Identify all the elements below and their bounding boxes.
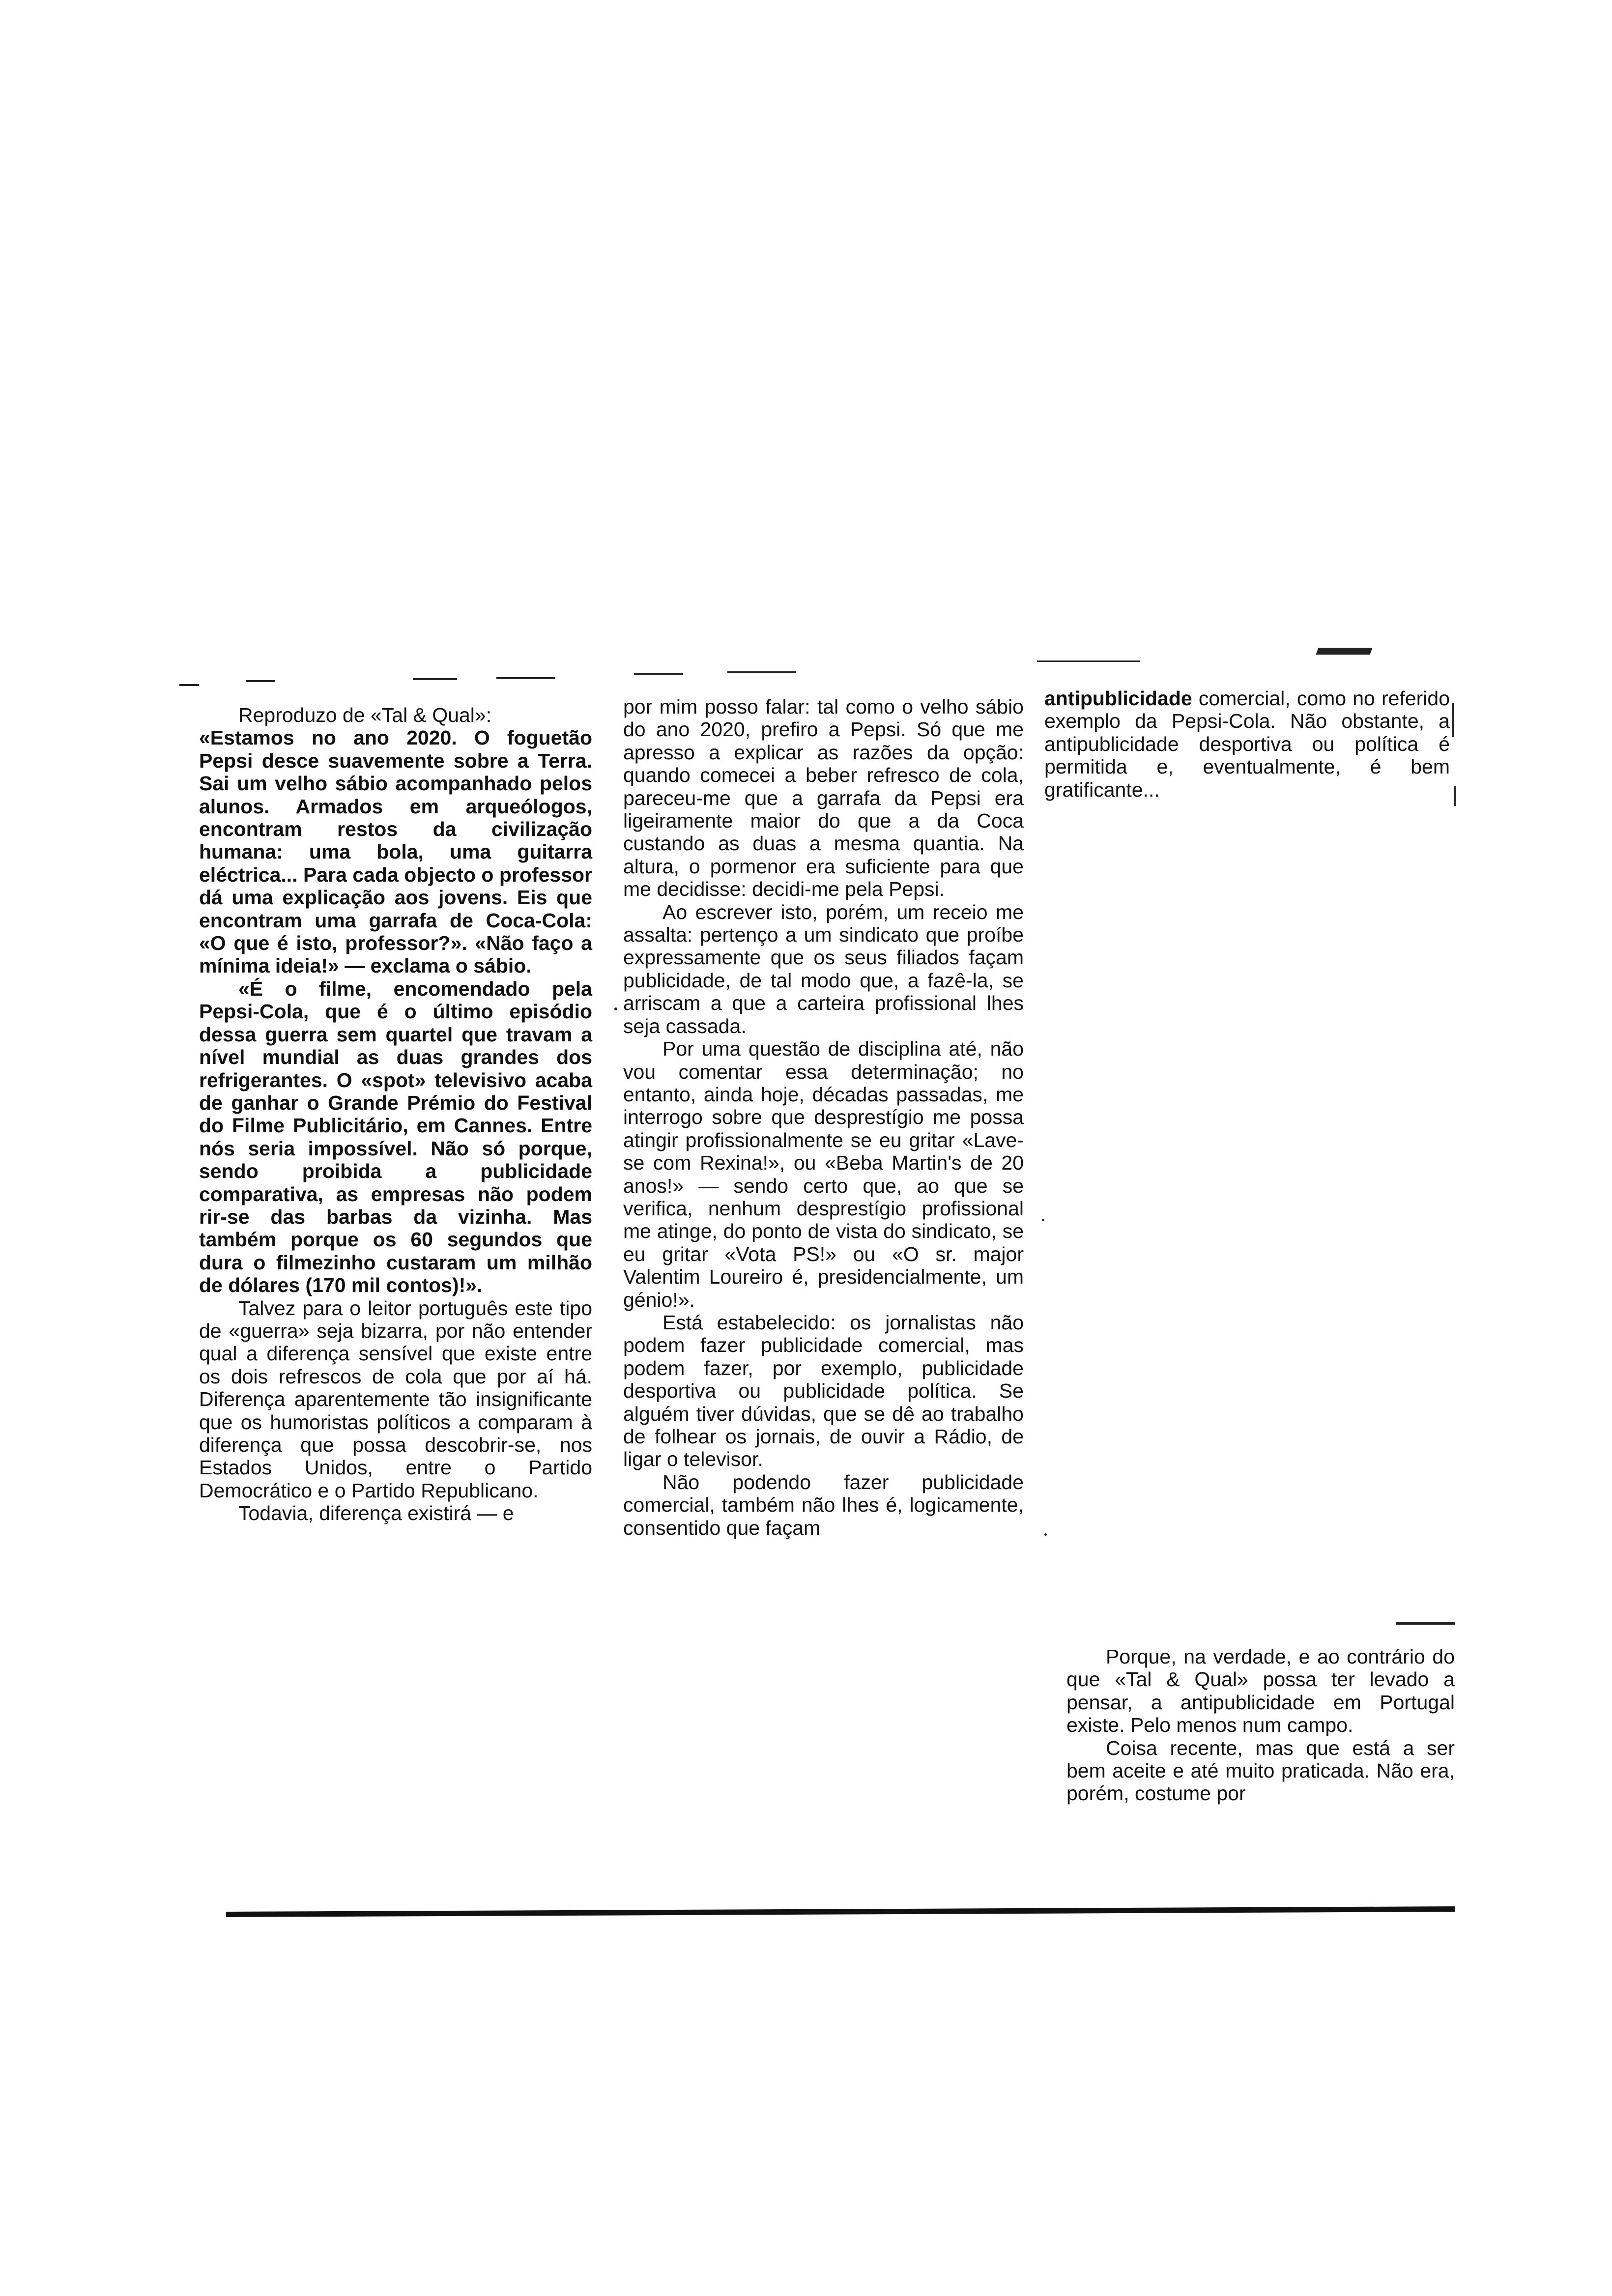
col4-paragraph-2: Coisa recente, mas que está a ser bem aceite e até muito praticada. Não era, porém, costume por [1066, 1736, 1455, 1805]
col1-intro: Reproduzo de «Tal & Qual»: [238, 704, 492, 726]
scan-mark-top-5 [727, 671, 796, 673]
scan-mark-edge-right-2 [1454, 786, 1456, 806]
scan-mark-top-2 [413, 678, 457, 680]
col2-paragraph-1: por mim posso falar: tal como o velho sábio do ano 2020, prefiro a Pepsi. Só que me apresso a explicar as razões da opção: quando comecei a beber refresco de cola, pareceu-me que a garrafa da Pepsi era ligeiramente maior do que a da Coca custando as duas a mesma quantia. Na altura, o pormenor era suficiente para que me decidisse: decidi-me pela Pepsi. [623, 695, 1024, 901]
article-column-4 [1066, 1645, 1455, 1805]
col3-lead-word: antipublicidade [1044, 687, 1192, 710]
bottom-rule [226, 1906, 1455, 1917]
scan-speck-3 [1044, 1533, 1047, 1536]
col3-paragraph-1 [1044, 687, 1450, 801]
col2-paragraph-2: Ao escrever isto, porém, um receio me assalta: pertenço a um sindicato que proíbe expressamente que os seus filiados façam publicidade, de tal modo que, a fazê-la, se arriscam a que a carteira profissional lhes seja cassada. [623, 900, 1024, 1037]
col3-text: comercial, como no referido exemplo da Pepsi-Cola. Não obstante, a antipublicidade desportiva ou política é permitida e, eventualmente, é bem gratificante... [1044, 687, 1450, 801]
col2-paragraph-3: Por uma questão de disciplina até, não vou comentar essa determinação; no entanto, ainda hoje, décadas passadas, me interrogo sobre que desprestígio me possa atingir profissionalmente se eu gritar «Lave-se com Rexina!», ou «Beba Martin's de 20 anos!» — sendo certo que, ao que se verifica, nenhum desprestígio profissional me atinge, do ponto de vista do sindicato, se eu gritar «Vota PS!» ou «O sr. major Valentim Loureiro é, presidencialmente, um génio!». [623, 1037, 1024, 1311]
scan-mark-mid-right [1396, 1622, 1455, 1625]
col1-paragraph-3: Talvez para o leitor português este tipo de «guerra» seja bizarra, por não entender qual a diferença sensível que existe entre os dois refrescos de cola que por aí há. Diferença aparentemente tão insignificante que os humoristas políticos a comparam à diferença que possa descobrir-se, nos Estados Unidos, entre o Partido Democrático e o Partido Republicano. [199, 1296, 592, 1502]
col1-paragraph-2: «É o filme, encomendado pela Pepsi-Cola, que é o último episódio dessa guerra sem quartel que travam a nível mundial as duas grandes dos refrigerantes. O «spot» televisivo acaba de ganhar o Grande Prémio do Festival do Filme Publicitário, em Cannes. Entre nós seria impossível. Não só porque, sendo proibida a publicidade comparativa, as empresas não podem rir-se das barbas da vizinha. Mas também porque os 60 segundos que dura o filmezinho custaram um milhão de dólares (170 mil contos)!». [199, 977, 592, 1297]
scan-speck-2 [1042, 1219, 1044, 1221]
col2-paragraph-5: Não podendo fazer publicidade comercial, também não lhes é, logicamente, consentido que façam [623, 1470, 1024, 1539]
col1-paragraph-4: Todavia, diferença existirá — e [238, 1502, 514, 1525]
scan-mark-top-left [179, 684, 199, 686]
scan-mark-top-3 [496, 677, 555, 679]
article-column-2 [623, 695, 1024, 1539]
scan-mark-top-1 [246, 680, 275, 682]
col4-paragraph-1: Porque, na verdade, e ao contrário do que «Tal & Qual» possa ter levado a pensar, a antipublicidade em Portugal existe. Pelo menos num campo. [1066, 1645, 1455, 1737]
scan-mark-edge-right-1 [1452, 703, 1454, 737]
col1-quote: «Estamos no ano 2020. O foguetão Pepsi desce suavemente sobre a Terra. Sai um velho sábio acompanhado pelos alunos. Armados em arqueólogos, encontram restos da civilização humana: uma bola, uma guitarra eléctrica... Para cada objecto o professor dá uma explicação aos jovens. Eis que encontram uma garrafa de Coca-Cola: «O que é isto, professor?». «Não faço a mínima ideia!» — exclama o sábio. [199, 726, 592, 977]
col1-paragraph-1 [199, 704, 592, 977]
scan-mark-top-right [1316, 648, 1372, 655]
article-column-3 [1044, 687, 1450, 801]
scan-speck-1 [614, 1007, 617, 1010]
scan-mark-top-6 [1037, 660, 1140, 662]
article-column-1 [199, 704, 592, 1525]
col2-paragraph-4: Está estabelecido: os jornalistas não podem fazer publicidade comercial, mas podem fazer, por exemplo, publicidade desportiva ou publicidade política. Se alguém tiver dúvidas, que se dê ao trabalho de folhear os jornais, de ouvir a Rádio, de ligar o televisor. [623, 1311, 1024, 1471]
scan-mark-top-4 [634, 673, 683, 675]
